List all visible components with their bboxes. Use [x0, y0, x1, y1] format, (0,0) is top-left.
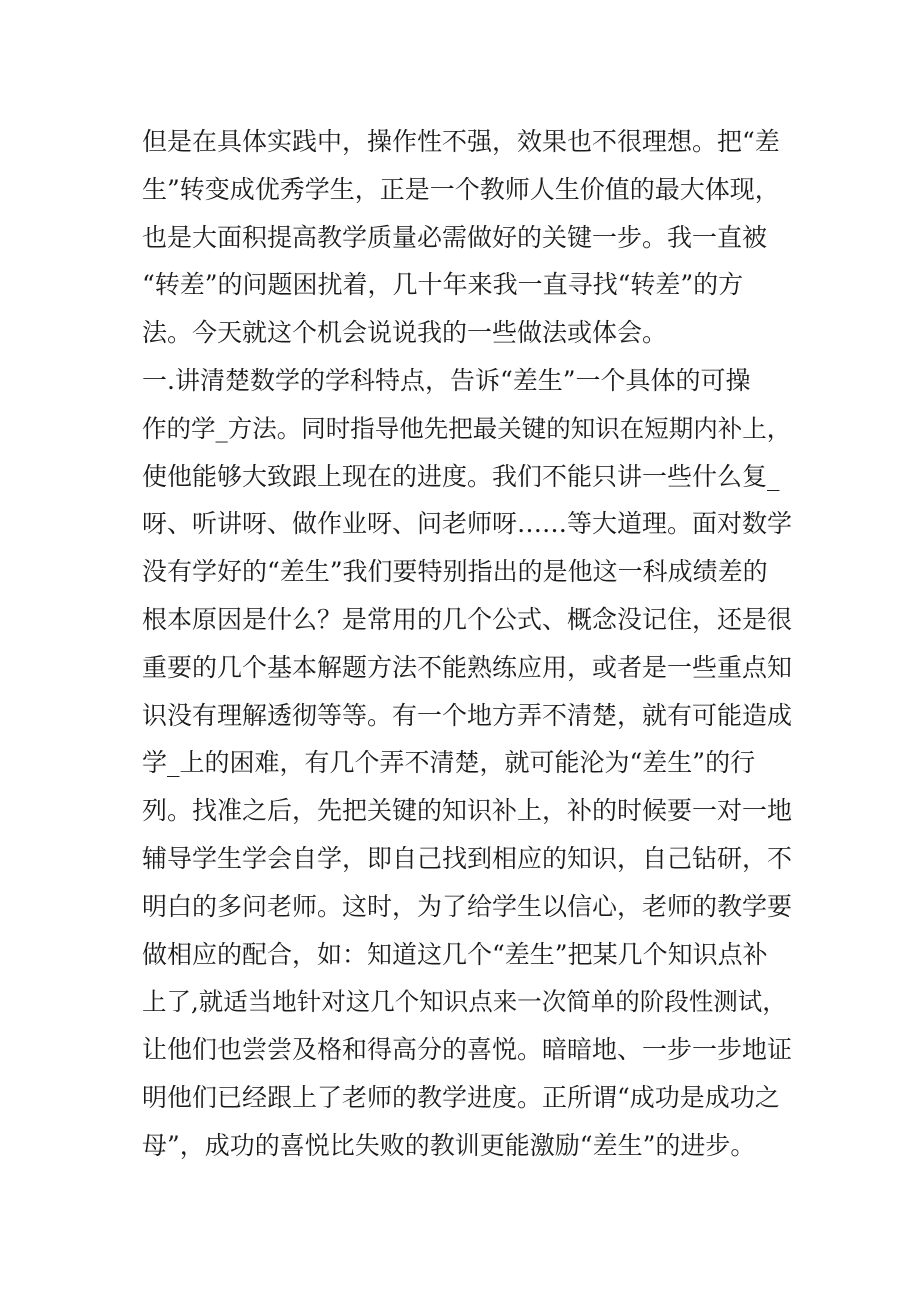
text-line: 辅导学生学会自学，即自己找到相应的知识，自己钻研，不	[142, 843, 793, 873]
text-line: 也是大面积提高教学质量必需做好的关键一步。我一直被	[142, 222, 768, 252]
body-text	[142, 118, 792, 1170]
text-line: 明他们已经跟上了老师的教学进度。正所谓“成功是成功之	[142, 1082, 780, 1112]
text-line: 母”，成功的喜悦比失败的教训更能激励“差生”的进步。	[142, 1130, 756, 1160]
text-line: 学_上的困难，有几个弄不清楚，就可能沦为“差生”的行	[142, 748, 756, 778]
text-line: 重要的几个基本解题方法不能熟练应用，或者是一些重点知	[142, 652, 793, 682]
text-line: 作的学_方法。同时指导他先把最关键的知识在短期内补上，	[142, 413, 792, 443]
text-line: 做相应的配合，如：知道这几个“差生”把某几个知识点补	[142, 939, 768, 969]
text-line: 法。今天就这个机会说说我的一些做法或体会。	[142, 318, 668, 348]
text-line: 识没有理解透彻等等。有一个地方弄不清楚，就有可能造成	[142, 700, 793, 730]
text-line: 使他能够大致跟上现在的进度。我们不能只讲一些什么复_	[142, 461, 780, 491]
text-line: “转差”的问题困扰着，几十年来我一直寻找“转差”的方	[142, 270, 744, 300]
text-line: 明白的多问老师。这时，为了给学生以信心，老师的教学要	[142, 891, 793, 921]
text-line: 但是在具体实践中，操作性不强，效果也不很理想。把“差	[142, 127, 780, 156]
text-line: 上了,就适当地针对这几个知识点来一次简单的阶段性测试，	[142, 987, 787, 1017]
text-line: 列。找准之后，先把关键的知识补上，补的时候要一对一地	[142, 796, 793, 826]
text-line: 生”转变成优秀学生，正是一个教师人生价值的最大体现，	[142, 174, 780, 204]
text-line: 一.讲清楚数学的学科特点，告诉“差生”一个具体的可操	[142, 365, 751, 395]
text-line: 根本原因是什么？是常用的几个公式、概念没记住，还是很	[142, 604, 793, 634]
text-line: 呀、听讲呀、做作业呀、问老师呀……等大道理。面对数学	[142, 509, 793, 539]
text-line: 没有学好的“差生”我们要特别指出的是他这一科成绩差的	[142, 557, 768, 587]
text-line: 让他们也尝尝及格和得高分的喜悦。暗暗地、一步一步地证	[142, 1035, 793, 1065]
